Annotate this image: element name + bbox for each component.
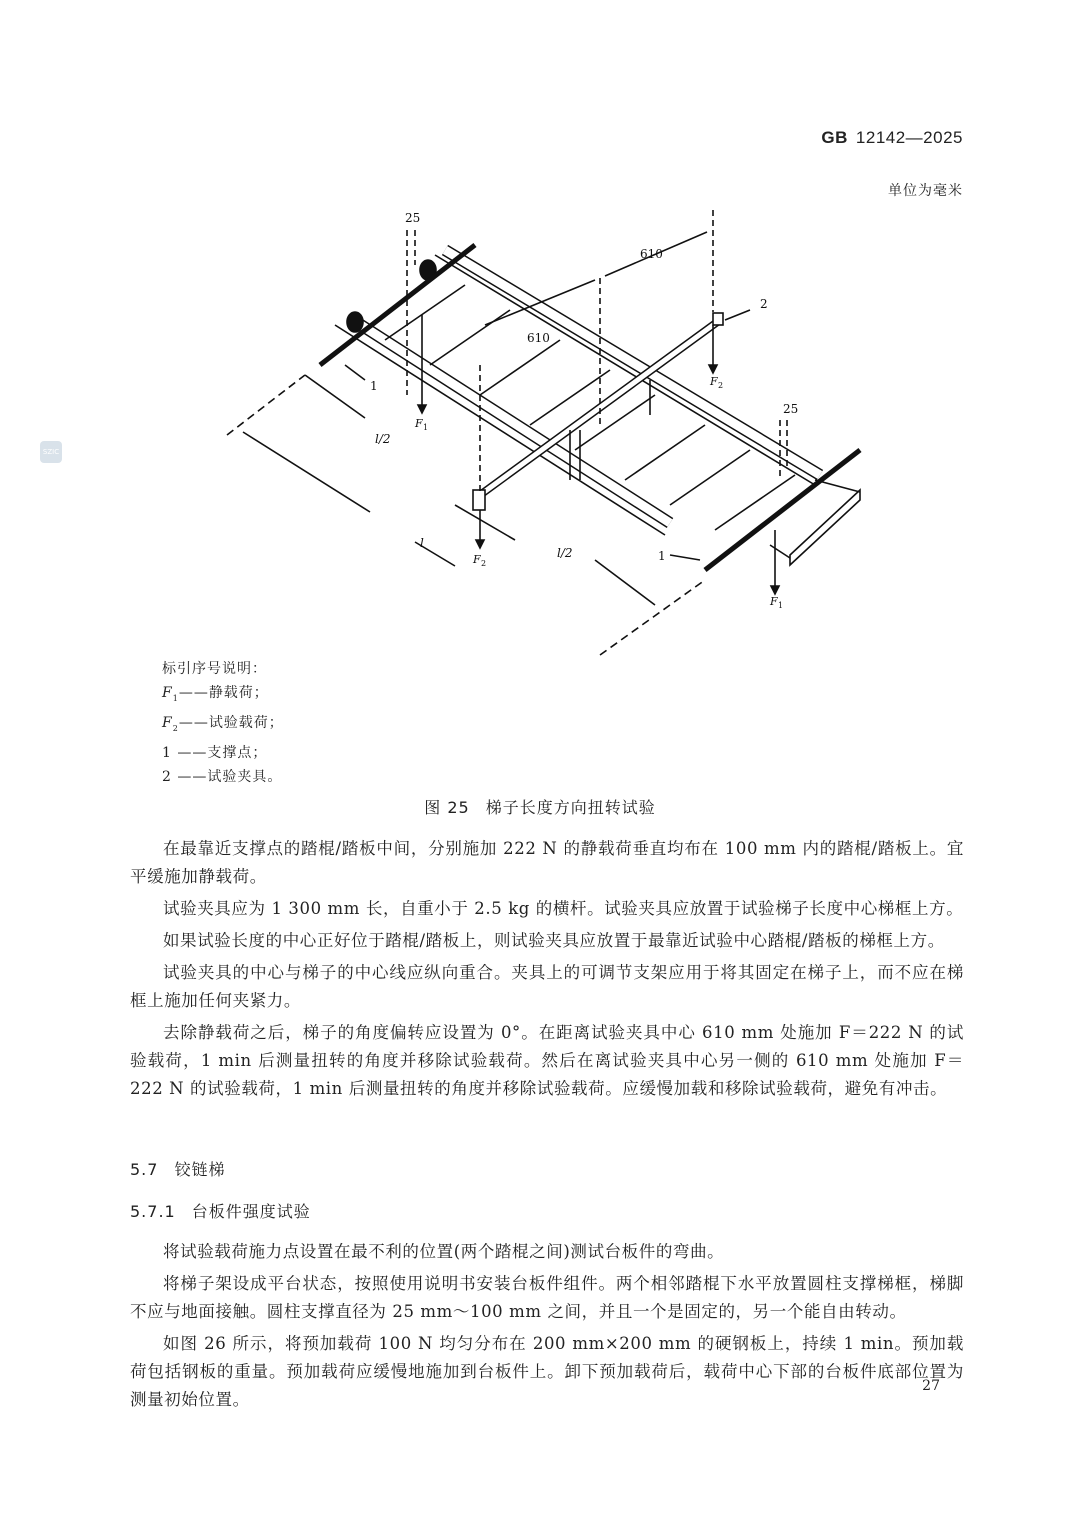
f1-label-left: F [415,417,423,430]
page-number: 27 [922,1378,940,1394]
watermark-logo: SZIC [40,441,62,463]
f2-label-left: F [473,553,481,566]
legend-item: $F_2——$试验载荷； [162,714,284,733]
section-heading-5-7-1: 5.7.1 台板件强度试验 [130,1202,311,1221]
unit-note: 单位为毫米 [888,183,963,199]
body-text-1 [130,835,964,1107]
dim-610-mid: 610 [527,331,550,345]
legend-heading: 标引序号说明： [162,661,267,677]
dim-610-top: 610 [640,247,663,261]
figure-title: 梯子长度方向扭转试验 [485,798,656,817]
callout-1-left: 1 [370,379,378,393]
callout-2: 2 [760,297,768,311]
f1-label-right: F [770,595,778,608]
body-text-2 [130,1238,964,1418]
paragraph: 将梯子架设成平台状态，按照使用说明书安装台板件组件。两个相邻踏棍下水平放置圆柱支撑梯框，梯脚不应与地面接触。圆柱支撑直径为 25 mm～100 mm 之间，并且一个是固定的，另一个能自由转动。 [130,1274,964,1321]
f2-sub-right: 2 [718,381,724,390]
figure-number: 图 25 [424,798,470,817]
figure-legend [162,657,284,789]
dim-l: l [420,536,424,550]
figure-caption [0,795,1080,818]
ladder-torsion-diagram [215,200,875,660]
dim-l-half-right: l/2 [557,546,573,560]
paragraph: 如图 26 所示，将预加载荷 100 N 均匀分布在 200 mm×200 mm 的硬钢板上，持续 1 min。预加载荷包括钢板的重量。预加载荷应缓慢地施加到台板件上。卸下预加载荷后，载荷中心下部的台板件底部位置为测量初始位置。 [130,1334,964,1409]
paragraph: 去除静载荷之后，梯子的角度偏转应设置为 0°。在距离试验夹具中心 610 mm 处施加 F＝222 N 的试验载荷，1 min 后测量扭转的角度并移除试验载荷。然后在离试验夹具中心另一侧的 610 mm 处施加 F＝222 N 的试验载荷，1 min 后测量扭转的角度并移除试验载荷。应缓慢加载和移除试验载荷，避免有冲击。 [130,1023,964,1098]
callout-1-right: 1 [658,549,666,563]
legend-item: 1 ——支撑点； [162,744,268,761]
f1-sub-right: 1 [778,601,784,610]
paragraph: 试验夹具的中心与梯子的中心线应纵向重合。夹具上的可调节支架应用于将其固定在梯子上，而不应在梯框上施加任何夹紧力。 [130,963,964,1010]
paragraph: 试验夹具应为 1 300 mm 长，自重小于 2.5 kg 的横杆。试验夹具应放置于试验梯子长度中心梯框上方。 [163,899,964,918]
paragraph: 将试验载荷施力点设置在最不利的位置(两个踏棍之间)测试台板件的弯曲。 [163,1242,725,1261]
dim-l-half-left: l/2 [375,432,391,446]
paragraph: 如果试验长度的中心正好位于踏棍/踏板上，则试验夹具应放置于最靠近试验中心踏棍/踏板的梯框上方。 [163,931,945,950]
f1-sub-left: 1 [423,423,429,432]
legend-item: 2 ——试验夹具。 [162,768,283,785]
section-heading-5-7: 5.7 铰链梯 [130,1160,226,1179]
f2-sub-left: 2 [481,559,487,568]
paragraph: 在最靠近支撑点的踏棍/踏板中间，分别施加 222 N 的静载荷垂直均布在 100 mm 内的踏棍/踏板上。宜平缓施加静载荷。 [130,839,964,886]
standard-number: GB 12142—2025 [821,128,963,147]
legend-item: $F_1——$静载荷； [162,685,269,703]
dim-25-right: 25 [783,402,799,416]
dim-25-top: 25 [405,211,421,225]
f2-label-right: F [710,375,718,388]
